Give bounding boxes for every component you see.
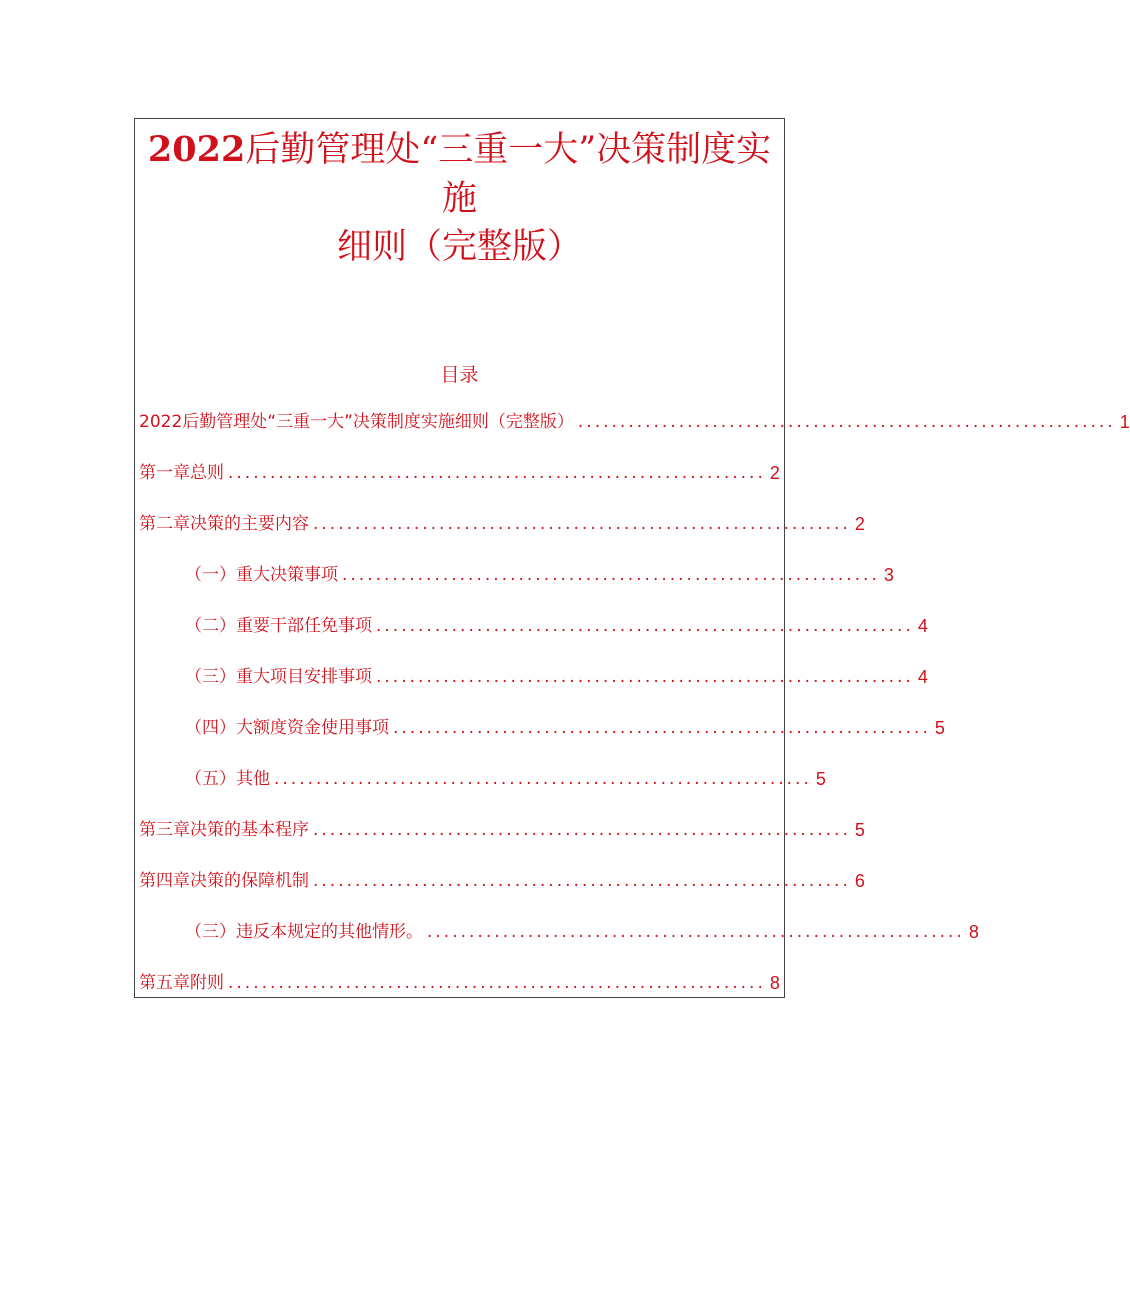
toc-entry-label: （三）重大项目安排事项 bbox=[185, 667, 372, 687]
toc-entry-label: （三）违反本规定的其他情形。 bbox=[185, 922, 423, 942]
toc-leader: ................................................................ bbox=[427, 922, 965, 942]
toc-entry-page: 8 bbox=[968, 922, 979, 942]
title-text: 后勤管理处“三重一大”决策制度实 bbox=[245, 130, 772, 170]
toc-entry-page: 6 bbox=[854, 871, 865, 891]
toc-entry-label: 2022后勤管理处“三重一大”决策制度实施细则（完整版） bbox=[139, 412, 574, 432]
toc-entry[interactable] bbox=[139, 410, 1130, 434]
document-frame bbox=[134, 118, 1130, 998]
toc-leader: ................................................................ bbox=[376, 616, 914, 636]
toc-leader: ................................................................ bbox=[342, 565, 880, 585]
toc-entry[interactable] bbox=[185, 665, 928, 689]
toc-entry-page: 1 bbox=[1119, 412, 1130, 432]
toc-entry[interactable] bbox=[185, 767, 826, 791]
toc-leader: ................................................................ bbox=[376, 667, 914, 687]
document-title-line-3: 细则（完整版） bbox=[336, 227, 582, 267]
toc-leader: ................................................................ bbox=[577, 412, 1116, 432]
toc-leader: ................................................................ bbox=[228, 973, 766, 993]
toc-entry[interactable] bbox=[185, 563, 894, 587]
toc-entry-label: （二）重要干部任免事项 bbox=[185, 616, 372, 636]
toc-entry[interactable] bbox=[139, 869, 865, 893]
toc-entry-label: 第四章决策的保障机制 bbox=[139, 871, 309, 891]
toc-entry[interactable] bbox=[185, 716, 945, 740]
toc-entry-label: （一）重大决策事项 bbox=[185, 565, 338, 585]
toc-entry-page: 2 bbox=[854, 514, 865, 534]
toc-entry[interactable] bbox=[139, 818, 865, 842]
toc-leader: ................................................................ bbox=[313, 514, 851, 534]
toc-entry-label: 第一章总则 bbox=[139, 463, 224, 483]
toc-leader: ................................................................ bbox=[228, 463, 766, 483]
toc-entry-page: 5 bbox=[934, 718, 945, 738]
toc-entry[interactable] bbox=[139, 461, 780, 485]
toc-entry-label: 第五章附则 bbox=[139, 973, 224, 993]
toc-entry-label: （五）其他 bbox=[185, 769, 270, 789]
toc-leader: ................................................................ bbox=[313, 871, 851, 891]
title-year: 2022 bbox=[147, 129, 246, 170]
toc-entry-label: 第三章决策的基本程序 bbox=[139, 820, 309, 840]
document-title-line-2: 施 bbox=[441, 179, 477, 219]
toc-entry-page: 5 bbox=[815, 769, 826, 789]
toc-entry-label: （四）大额度资金使用事项 bbox=[185, 718, 389, 738]
toc-entry-page: 4 bbox=[917, 667, 928, 687]
toc-entry[interactable] bbox=[139, 512, 865, 536]
toc-entry[interactable] bbox=[185, 614, 928, 638]
document-title-line-1 bbox=[135, 129, 784, 170]
toc-entry-label: 第二章决策的主要内容 bbox=[139, 514, 309, 534]
toc-heading: 目录 bbox=[440, 364, 479, 386]
toc-leader: ................................................................ bbox=[313, 820, 851, 840]
toc-leader: ................................................................ bbox=[393, 718, 931, 738]
toc-entry[interactable] bbox=[185, 920, 979, 944]
toc-entry-page: 3 bbox=[883, 565, 894, 585]
toc-leader: ................................................................ bbox=[274, 769, 812, 789]
toc-entry[interactable] bbox=[139, 971, 780, 995]
toc-entry-page: 8 bbox=[769, 973, 780, 993]
toc-entry-page: 5 bbox=[854, 820, 865, 840]
toc-entry-page: 4 bbox=[917, 616, 928, 636]
toc-entry-page: 2 bbox=[769, 463, 780, 483]
